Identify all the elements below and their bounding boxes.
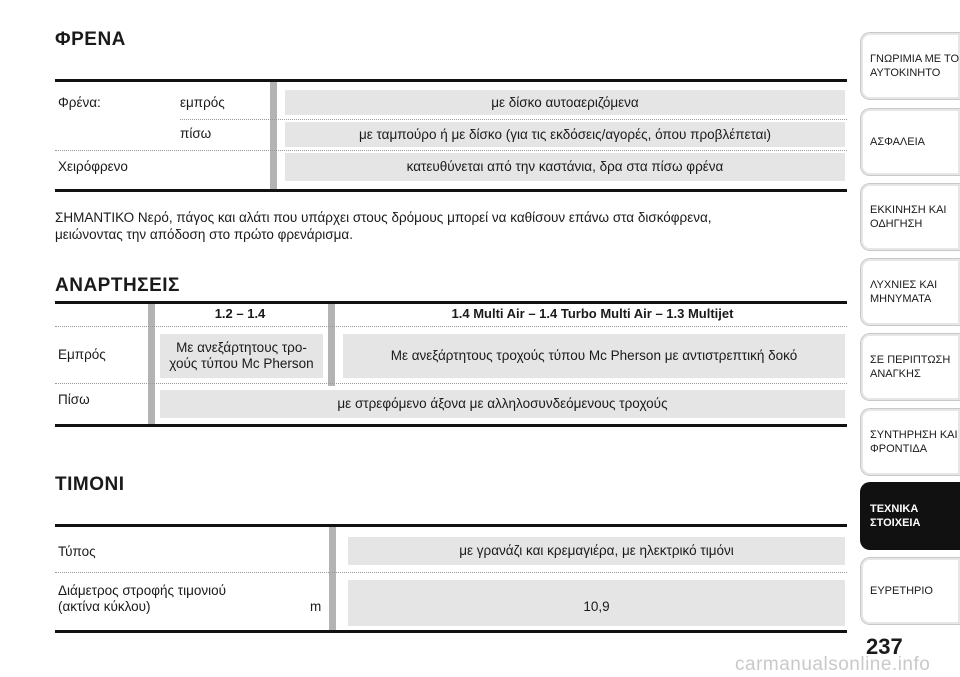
suspension-front-label: Εμπρός: [58, 347, 106, 362]
suspension-divider-bar: [328, 304, 335, 386]
tab-technical-specifications[interactable]: [860, 482, 960, 550]
handbrake-label: Χειρόφρενο: [58, 159, 128, 174]
tab-safety[interactable]: [860, 108, 960, 176]
tab-label-line2: ΑΥΤΟΚΙΝΗΤΟ: [870, 67, 941, 79]
steering-heading: ΤΙΜΟΝΙ: [55, 474, 125, 495]
brakes-divider-bar: [270, 82, 277, 190]
tab-label-line2: ΦΡΟΝΤΙΔΑ: [870, 443, 928, 455]
steering-row-rule: [55, 572, 847, 573]
tab-label-line1: ΛΥΧΝΙΕΣ ΚΑΙ: [870, 279, 938, 291]
suspension-rear-value: με στρεφόμενο άξονα με αλληλοσυνδεόμενους τροχούς: [160, 390, 845, 418]
suspension-front-col2: Με ανεξάρτητους τροχούς τύπου Mc Pherson με αντιστρεπτική δοκό: [343, 334, 845, 378]
tab-maintenance-and-care[interactable]: [860, 408, 960, 476]
tab-index[interactable]: [860, 557, 960, 625]
suspension-row-rule: [55, 326, 847, 327]
tab-starting-and-driving[interactable]: [860, 183, 960, 251]
suspension-heading: ΑΝΑΡΤΗΣΕΙΣ: [55, 275, 180, 296]
steering-diameter-value: 10,9: [348, 580, 845, 626]
suspension-front-col1-line1: Με ανεξάρτητους τρο-: [176, 340, 307, 355]
brakes-row-rule: [55, 150, 847, 151]
steering-type-value: με γρανάζι και κρεμαγιέρα, με ηλεκτρικό τιμόνι: [348, 537, 845, 565]
page-number: 237: [866, 634, 903, 659]
steering-diameter-unit: m: [310, 599, 322, 614]
steering-top-rule: [55, 524, 847, 527]
suspension-front-col1: [160, 334, 323, 378]
tab-label-line1: ΕΥΡΕΤΗΡΙΟ: [870, 585, 933, 597]
brakes-top-rule: [55, 79, 847, 82]
suspension-top-rule: [55, 301, 847, 304]
tab-label-line1: ΕΚΚΙΝΗΣΗ ΚΑΙ: [870, 204, 947, 216]
brakes-note-line1: ΣΗΜΑΝΤΙΚΟ Νερό, πάγος και αλάτι που υπάρχει στους δρόμους μπορεί να καθίσουν επάνω στα δισκόφρενα,: [55, 210, 712, 225]
tab-label-line1: ΓΝΩΡΙΜΙΑ ΜΕ ΤΟ: [870, 53, 960, 65]
steering-diameter-label-line1: Διάμετρος στροφής τιμονιού: [58, 583, 227, 598]
tab-label-line2: ΟΔΗΓΗΣΗ: [870, 218, 923, 230]
brakes-rear-value: με ταμπούρο ή με δίσκο (για τις εκδόσεις/αγορές, όπου προβλέπεται): [285, 122, 845, 147]
tab-label-line2: ΜΗΝΥΜΑΤΑ: [870, 293, 932, 305]
brakes-bottom-rule: [55, 189, 847, 192]
brakes-label: Φρένα:: [58, 95, 101, 110]
brakes-rear-label: πίσω: [180, 126, 212, 141]
tab-in-an-emergency[interactable]: [860, 333, 960, 401]
tab-warning-lights-and-messages[interactable]: [860, 258, 960, 326]
brakes-heading: ΦΡΕΝΑ: [55, 29, 126, 50]
brakes-front-value: με δίσκο αυτοαεριζόμενα: [285, 90, 845, 115]
suspension-divider-bar: [148, 304, 155, 424]
brakes-note-line2: μειώνοντας την απόδοση στο πρώτο φρενάρισμα.: [55, 227, 353, 242]
suspension-bottom-rule: [55, 424, 847, 427]
suspension-row-rule: [55, 383, 847, 384]
handbrake-value: κατευθύνεται από την καστάνια, δρα στα πίσω φρένα: [285, 153, 845, 181]
steering-divider-bar: [329, 527, 336, 630]
tab-label-line1: ΣΕ ΠΕΡΙΠΤΩΣΗ: [870, 354, 951, 366]
tab-getting-to-know-car[interactable]: [860, 32, 960, 100]
tab-label-line1: ΑΣΦΑΛΕΙΑ: [870, 136, 926, 148]
suspension-rear-label: Πίσω: [58, 392, 90, 407]
watermark-text: carmanualsonline.info: [735, 654, 931, 675]
suspension-front-col1-line2: χούς τύπου Mc Pherson: [169, 356, 314, 371]
suspension-col2-header: 1.4 Multi Air – 1.4 Turbo Multi Air – 1.3 Multijet: [451, 306, 734, 321]
steering-bottom-rule: [55, 630, 847, 633]
tab-label-line1: ΣΥΝΤΗΡΗΣΗ ΚΑΙ: [870, 429, 958, 441]
tab-label-line1: ΤΕΧΝΙΚΑ ΣΤΟΙΧΕΙΑ: [870, 503, 921, 529]
steering-type-label: Τύπος: [58, 544, 96, 559]
brakes-row-rule: [180, 119, 847, 120]
brakes-front-label: εμπρός: [180, 95, 225, 110]
suspension-col1-header: 1.2 – 1.4: [214, 306, 266, 321]
steering-diameter-label-line2: (ακτίνα κύκλου): [58, 599, 151, 614]
tab-label-line2: ΑΝΑΓΚΗΣ: [870, 368, 921, 380]
